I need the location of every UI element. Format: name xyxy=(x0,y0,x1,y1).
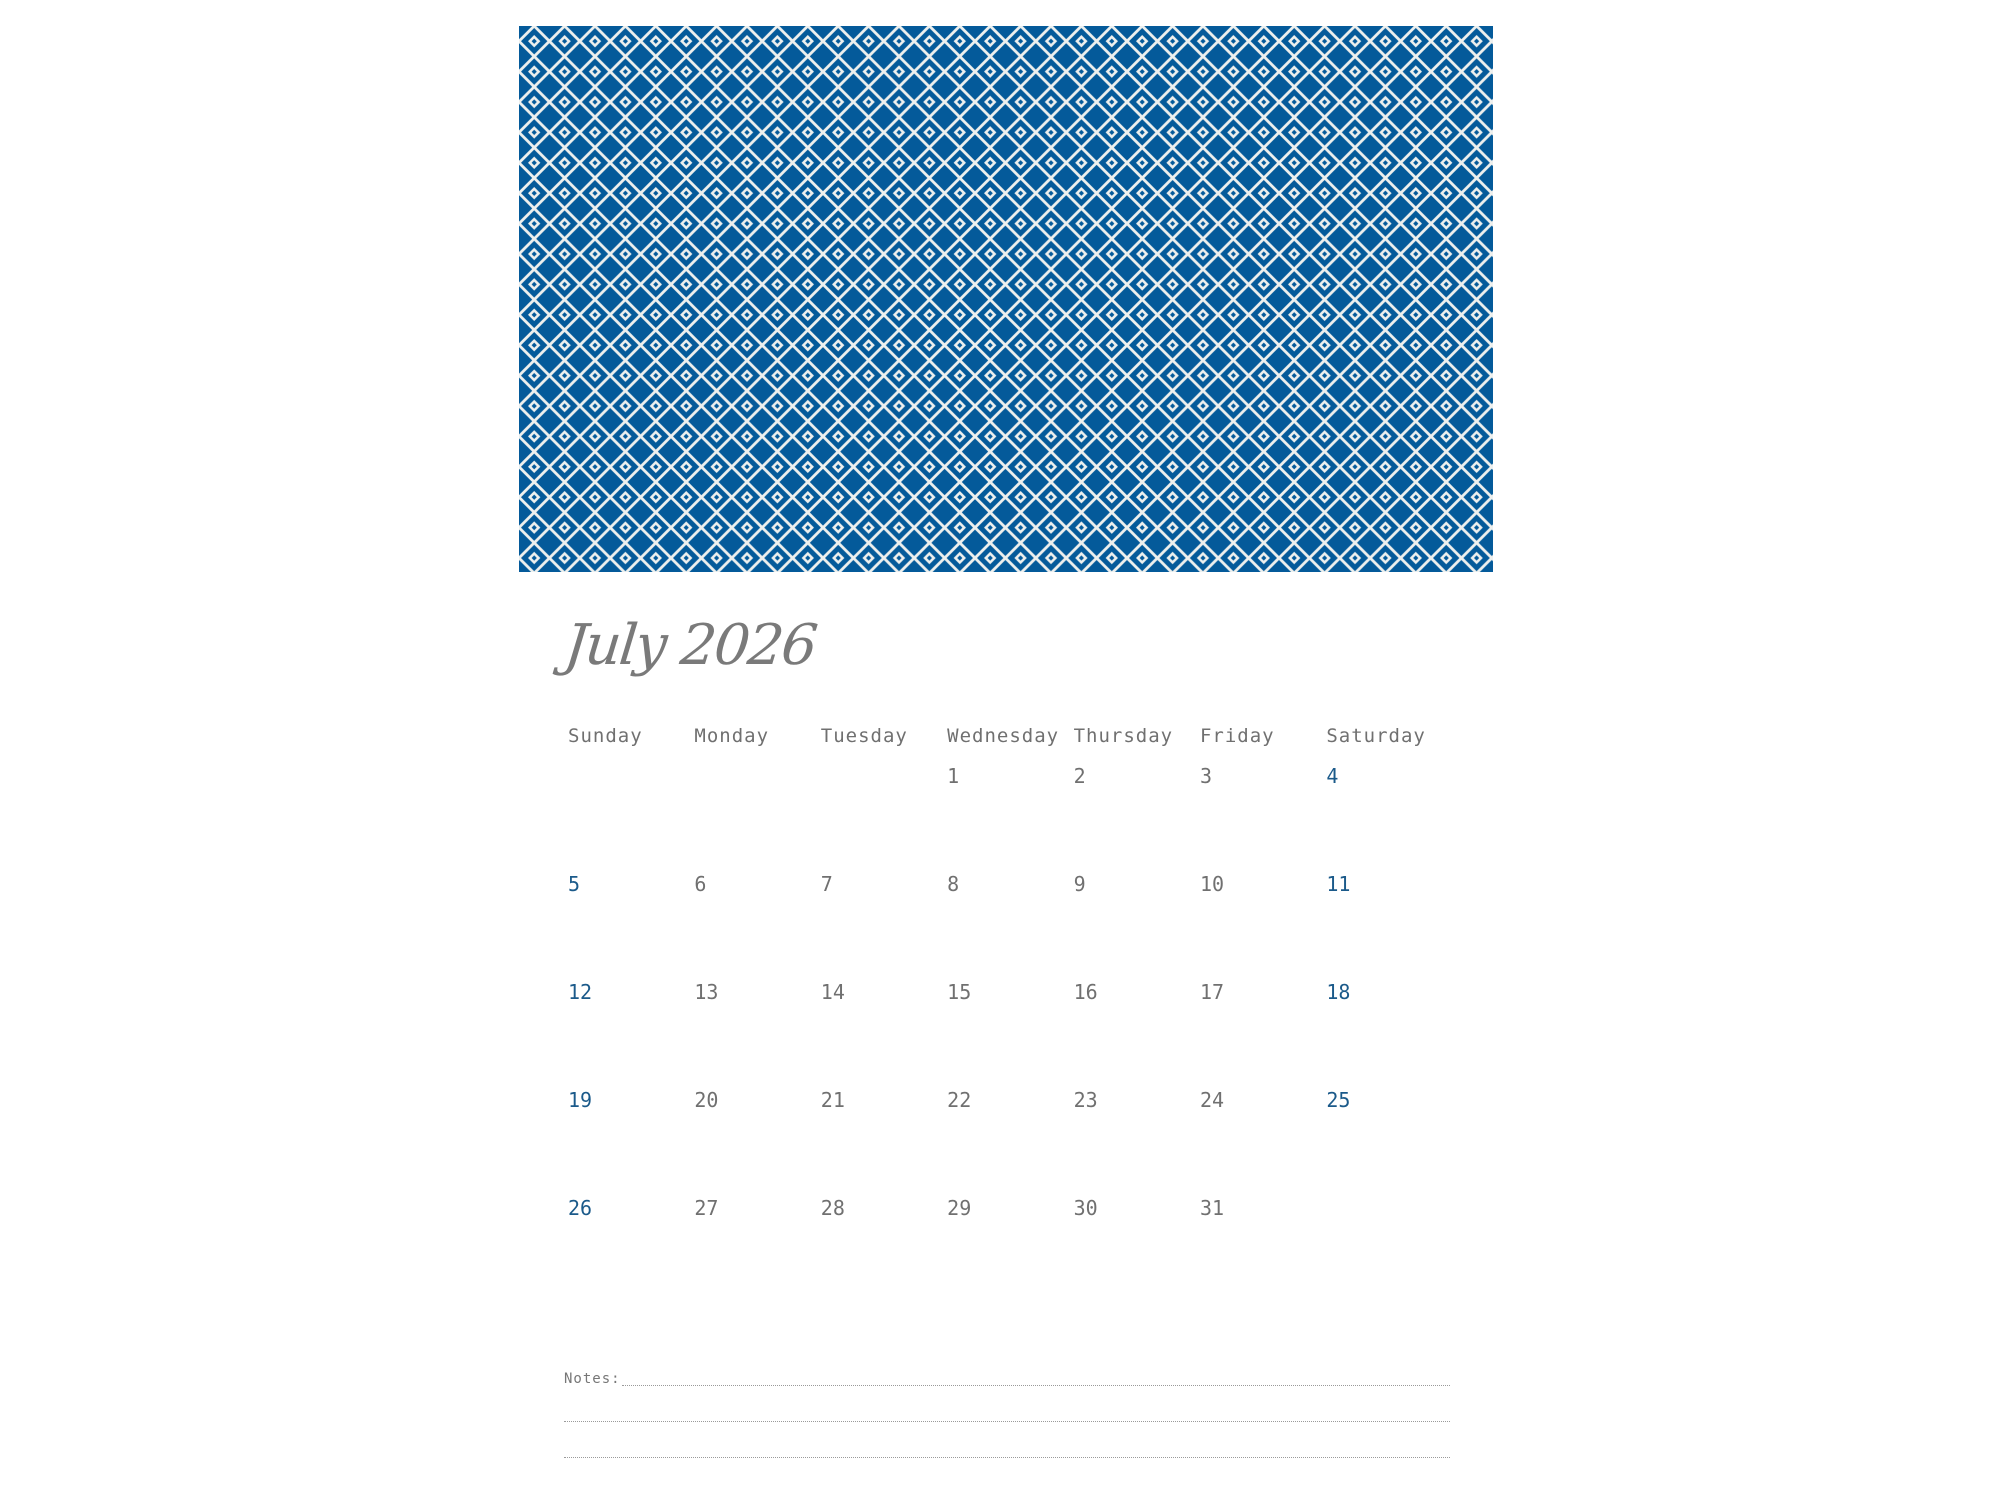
date-cell: 4 xyxy=(1326,764,1339,788)
day-name-tuesday: Tuesday xyxy=(820,725,908,747)
date-cell: 17 xyxy=(1199,980,1225,1004)
date-cell: 1 xyxy=(947,764,960,788)
notes-line[interactable] xyxy=(564,1424,1450,1460)
date-cell: 20 xyxy=(694,1088,719,1112)
day-name-wednesday: Wednesday xyxy=(947,725,1060,747)
week-row xyxy=(568,1088,1464,1196)
week-row xyxy=(568,980,1464,1088)
date-cell: 19 xyxy=(568,1088,593,1112)
date-cell: 12 xyxy=(568,980,593,1004)
day-name-saturday: Saturday xyxy=(1326,725,1426,747)
date-cell: 6 xyxy=(694,872,707,896)
date-cell xyxy=(1326,1196,1452,1304)
day-name-friday: Friday xyxy=(1199,725,1275,747)
date-cell xyxy=(821,764,947,872)
date-cell: 8 xyxy=(947,872,960,896)
date-cell: 5 xyxy=(568,872,581,896)
date-cell: 29 xyxy=(947,1196,972,1220)
date-cell: 28 xyxy=(820,1196,845,1220)
date-cell: 23 xyxy=(1073,1088,1098,1112)
day-name-monday: Monday xyxy=(694,725,770,747)
day-name-thursday: Thursday xyxy=(1073,725,1174,747)
date-cell: 21 xyxy=(820,1088,845,1112)
date-cell: 24 xyxy=(1199,1088,1225,1112)
month-title: July 2026 xyxy=(561,613,819,678)
date-cell: 16 xyxy=(1073,980,1098,1004)
date-cell: 25 xyxy=(1326,1088,1351,1112)
date-cell: 26 xyxy=(568,1196,593,1220)
dotted-rule xyxy=(564,1457,1450,1458)
date-cell: 15 xyxy=(947,980,972,1004)
notes-line[interactable] xyxy=(564,1388,1450,1424)
date-cell: 14 xyxy=(820,980,845,1004)
notes-label: Notes: xyxy=(564,1371,621,1387)
calendar-grid xyxy=(568,724,1464,1304)
day-names-row xyxy=(568,724,1464,748)
date-cell: 31 xyxy=(1199,1196,1225,1220)
week-row xyxy=(568,1196,1464,1304)
date-cell: 13 xyxy=(694,980,719,1004)
week-row xyxy=(568,872,1464,980)
notes-section xyxy=(564,1352,1450,1460)
dotted-rule xyxy=(564,1421,1450,1422)
date-cell: 18 xyxy=(1326,980,1351,1004)
date-cell: 27 xyxy=(694,1196,719,1220)
header-pattern-image xyxy=(519,26,1493,572)
date-cell: 9 xyxy=(1073,872,1086,896)
date-cell: 22 xyxy=(947,1088,972,1112)
date-cell: 3 xyxy=(1199,764,1212,788)
notes-line[interactable] xyxy=(564,1352,1450,1388)
date-cell: 11 xyxy=(1326,872,1351,896)
date-cell: 7 xyxy=(820,872,833,896)
date-cell xyxy=(568,764,694,872)
weeks xyxy=(568,764,1464,1304)
date-cell: 2 xyxy=(1073,764,1086,788)
dotted-rule xyxy=(622,1385,1450,1386)
date-cell: 30 xyxy=(1073,1196,1098,1220)
date-cell: 10 xyxy=(1199,872,1225,896)
day-name-sunday: Sunday xyxy=(568,725,643,747)
date-cell xyxy=(694,764,820,872)
week-row xyxy=(568,764,1464,872)
